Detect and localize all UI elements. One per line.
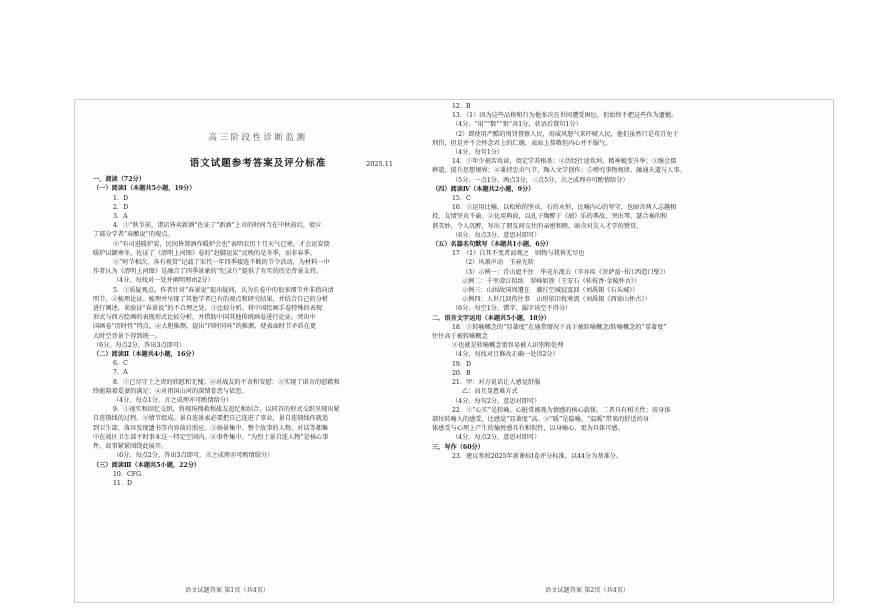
answer-line: 往往高于被转喻概念 [432, 333, 488, 341]
answer-line: （4分。每句2分，意思对即可） [452, 397, 541, 405]
answer-line: （6分。每空1分，错字、漏字该空不得分） [452, 305, 572, 313]
answer-line: 9．①视实和回忆交织，将现场搜救和战友追忆相结合，以同首的形式交织呈现出紧 [113, 406, 340, 414]
page-footer-2: 语文试题答案 第2页（共4页） [545, 587, 630, 594]
answer-line: （6分。每点2分，答出3点即可） [93, 341, 186, 349]
answer-line: 18．①转喻概念的“显著度”在通常情况下高于被转喻概念/转喻概念的“显著度” [452, 323, 667, 331]
answer-line: （三）阅读Ⅲ（本题共5小题，22分） [93, 461, 201, 469]
answer-line: 19．D [452, 360, 472, 368]
answer-line: 国画卷“历时性”特点。④大胆推测。提出“四时同环”的推测，使表面时节矛盾在更 [93, 323, 317, 331]
document-title-row [93, 157, 423, 171]
answer-line: 6．C [113, 360, 128, 368]
answer-line: 作者认为《清明上河图》是融合了四季景象的“纪录片”提供了有实的历史背景支持。 [93, 268, 323, 276]
answer-line: （6分。每点2分，答出3点即可，言之成理亦可酌情给分） [113, 452, 274, 460]
right-answer-lines [432, 102, 824, 461]
answer-line: 终能陪着爱妻的满足；④对祖国山河的深情眷恋与依恋。 [93, 387, 248, 395]
exam-name: 高三阶段性诊断监测 [208, 133, 308, 143]
answer-line: 7．A [113, 369, 128, 377]
answer-line: 大时空背景下得到统一。 [93, 332, 162, 340]
answer-line: （4分。每点1分，言之成理亦可酌情给分） [113, 397, 233, 405]
answer-line: 示例三：山围故国周遭在 潮打空城寂寞回（刘禹锡《石头城》） [462, 287, 639, 295]
page-footer-1: 语文试题答案 第1页（共4页） [185, 587, 270, 594]
answer-line: 乙：而且显患难方式 [462, 388, 518, 396]
document-title: 语文试题参考答案及评分标准 [189, 158, 327, 170]
answer-line: 12．B [452, 103, 471, 110]
answer-line: 体感受与心理上产生的愉悦感具有相似性，以身喻心，更为具体可感。 [432, 425, 624, 433]
answer-line: （一）阅读Ⅰ（本题共5小题，19分） [93, 185, 196, 193]
answer-line: 1．D [113, 194, 129, 202]
answer-line: （4分。“用”“数”“恨”各1分，状语后置句1分） [452, 121, 582, 129]
answer-sheet [74, 99, 834, 603]
answer-line: （6分。每点3分，意思对即可） [452, 231, 541, 239]
answer-line: 三、写作（60分） [432, 443, 484, 451]
answer-line: 17．（1）自其不变者而观之 则物与我皆无尽也 [452, 250, 585, 258]
answer-line: 20．B [452, 369, 471, 377]
document-date: 2025.11 [366, 160, 393, 169]
answer-line: 释道，提升思想境界；④秉持忠贞气节，陶入文学创作；⑤殚究事物规律，融通天道与人事。 [432, 167, 686, 175]
answer-line: 16．①运用比喻，以松柏的坚贞、石的永恒，比喻内心的坚守，也暗含两人志趣相 [452, 204, 677, 212]
answer-line: ②“有司进暖炉炭，民间皆置酒作暖炉会也”表明农历十月天气已寒，才会运炭烧 [113, 240, 330, 248]
answer-line: 示例二：千里澄江似练 翠峰如簇（王安石《桂枝香·金陵怀古》） [462, 277, 641, 285]
answer-line: 二、语言文字运用（本题共5小题，18分） [432, 314, 551, 322]
answer-line: 14．①年少刻苦攻读，奠定学养根基；②历经仕途坎坷，精神蜕变升华；③继会儒 [452, 158, 677, 166]
left-column [93, 100, 423, 488]
answer-line: 暖炉以御寒冬，佐证了《清明上河图》卷的“赶脚运炭”反映的是冬季，而非春季。 [93, 249, 316, 257]
answer-line: 5．①质疑观点。作者针对“春景说”提出疑问，认为长卷中的很多细节并非指向清 [113, 286, 334, 294]
answer-line: （4分，每句1分） [452, 149, 504, 157]
answer-line: 15．C [452, 195, 471, 203]
answer-line: （4分。每找对一处并阐明理由2分） [113, 277, 214, 285]
answer-line: 投，友情坚贞不渝。②化用典故，以孔子陶醉于《韶》乐的典故，突出琴、瑟合奏的和 [432, 213, 668, 221]
answer-line: 部位转喻人的感受，比感觉“显著度”高。②“暖”是隐喻。“温暖”带来的舒适的身 [432, 415, 649, 423]
answer-line: （4分。每找对且修改正确一处得2分） [452, 351, 559, 359]
answer-line: （五）名篇名句默写（本题共1小题，6分） [432, 241, 552, 249]
answer-line: 明节。②梳理论证。梳理并呈现了其他学者已有的观点和研究结果，并结合自己的分析 [93, 295, 329, 303]
answer-line: 到卫生部，落容发现遗书等内容前后照应。③扬景集中。整个故事的人物、对话等都集 [93, 424, 329, 432]
answer-line: 进行阐述，来验证“春景说”的不合理之处。③比较分析。将中国绘画手卷特殊的表现 [93, 305, 323, 313]
answer-line: 刑罚，但是并不会怀念君上的仁德，表面上恭敬但内心并不服气。 [432, 139, 612, 147]
answer-line: （四）阅读Ⅳ（本题共2小题，9分） [432, 185, 535, 193]
answer-line: 13．（1）因为这些品格和行为他多次在世间遭受困厄，但始终不把这些作为遗憾。 [452, 112, 678, 120]
answer-line: （3）示例一：青山遮不住 毕竟东流去（辛弃疾《菩萨蛮·书江西造口壁》） [462, 268, 669, 276]
right-column [432, 100, 824, 461]
answer-line: 形式与西方绘画的表现形式比较分析，并借助中国其他传统画卷进行论证。突出中 [93, 314, 316, 322]
answer-line: 示例四：人世几回伤往事 山形依旧枕寒流（刘禹锡《西塞山怀古》） [462, 296, 651, 304]
answer-line: 21．甲：对方说话让人感觉舒服 [452, 379, 541, 387]
answer-line: 一、阅读（72分） [93, 176, 145, 184]
answer-line: ③“时节相次，各有观赏”记载了宋代一年四季接连不断的节令活动，为材料一中 [113, 259, 330, 267]
left-answer-lines [93, 175, 423, 488]
answer-line: （二）阅读Ⅱ（本题共4小题，16分） [93, 351, 198, 359]
answer-line: 23．建议参照2025年新课标Ⅰ卷评分标准，以44分为基准分。 [452, 452, 623, 460]
answer-line: （2）风箫声动 玉壶光转 [462, 259, 534, 267]
answer-line: 件，故事紧紧围绕此展开。 [93, 443, 168, 451]
answer-line: 谐美妙，令人沉醉，写出了朋友间交往的亲密和睦，暗含对友人才学的赞赏。 [432, 222, 643, 230]
answer-line: 4．①“秋节前，诸店皆卖新酒”佐证了“新酒”上市的时间当在中秋前后，驳斥 [113, 222, 322, 230]
answer-line: 11．D [113, 479, 133, 487]
answer-line: ②也就是转喻概念更容易被人识别和处理 [452, 342, 564, 350]
answer-line: 了部分学者“春酿说”的观点。 [93, 231, 174, 239]
answer-line: 3．A [113, 213, 128, 221]
answer-line: （4分。每点2分，意思对即可） [452, 434, 541, 442]
answer-line: 2．D [113, 203, 129, 211]
answer-line: 中在战区卫生部平时事业这一特定空间内。④事件集中。“为烈士景自连人物”是核心事 [93, 433, 329, 441]
answer-line: （2）即使用严酷的刑罚督察人民，用威风怒气来吓唬人民，他们虽然只是苟且免于 [452, 130, 679, 138]
answer-line: 自连锁线的过程。②情节组成。景自连景索必要把自己连进了事业，景自连锁线作就追 [93, 415, 329, 423]
answer-line: （5分。一点1分，两点3分，三点5分，言之成理亦可酌情给分） [452, 176, 629, 184]
answer-line: 22．①“心实”是转喻。心脏常被视为情感的核心载体，二者具有相关性；用身体 [452, 406, 671, 414]
answer-line: 8．①已尽守土之责的欣慰和无愧；②对战友的不舍和安慰；③实现了诺言的慰藉和 [113, 378, 340, 386]
answer-line: 10．CFG [113, 470, 142, 478]
